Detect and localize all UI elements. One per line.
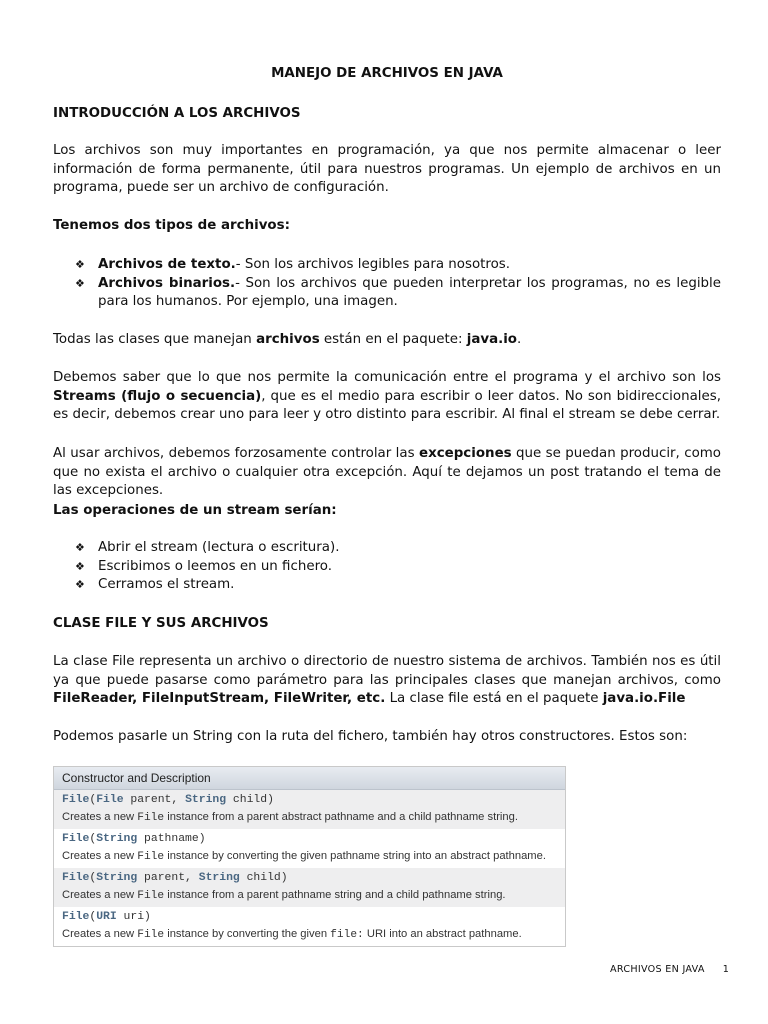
sig-text: child): [226, 794, 274, 806]
package-paragraph: [53, 331, 721, 350]
intro-paragraph: Los archivos son muy importantes en programación, ya que nos permite almacenar o leer información de forma permanente, útil para nuestros programas. Un ejemplo de archivos en un programa, puede ser un archivo de configuración.: [53, 143, 721, 196]
file-class-paragraph: [53, 653, 721, 709]
operations-heading: Las operaciones de un stream serían:: [53, 503, 337, 518]
constructor-name: File: [62, 911, 90, 923]
desc-code: file:: [330, 929, 364, 941]
section-heading-intro: INTRODUCCIÓN A LOS ARCHIVOS: [53, 106, 301, 121]
sig-text: uri): [116, 911, 151, 923]
package-name: java.io: [466, 332, 518, 347]
list-item: [53, 256, 721, 275]
diamond-bullet-icon: ❖: [75, 559, 85, 573]
constructor-name: File: [62, 833, 90, 845]
constructor-description: [62, 848, 559, 865]
sig-text: (: [89, 911, 97, 923]
text-run: .: [517, 332, 522, 347]
diamond-bullet-icon: ❖: [75, 276, 85, 290]
desc-code: File: [137, 890, 165, 902]
text-run-bold: excepciones: [418, 446, 512, 461]
param-type: URI: [96, 911, 117, 923]
table-row: [54, 907, 565, 946]
sig-text: child): [239, 872, 288, 884]
desc-text: instance from a parent abstract pathname and a child pathname string.: [164, 811, 518, 823]
diamond-bullet-icon: ❖: [75, 258, 85, 271]
page-number: 1: [722, 964, 730, 975]
list-item: [53, 539, 721, 558]
streams-paragraph: [53, 369, 721, 425]
table-row: [54, 868, 565, 907]
desc-code: File: [137, 812, 165, 824]
sig-text: parent,: [123, 794, 186, 806]
text-run: están en el paquete:: [319, 332, 467, 347]
package-name: java.io.File: [602, 691, 686, 707]
desc-code: File: [137, 929, 165, 941]
param-type: File: [96, 794, 124, 806]
list-item-term: Archivos binarios.: [98, 275, 236, 291]
text-run-bold: Streams (flujo o secuencia): [53, 388, 262, 404]
list-item-text: Cerramos el stream.: [98, 577, 235, 593]
param-type: String: [198, 872, 240, 884]
desc-text: instance from a parent pathname string and a child pathname string.: [164, 889, 506, 901]
list-item: [53, 576, 721, 595]
list-item: [53, 275, 721, 312]
desc-text: Creates a new: [62, 850, 138, 862]
constructor-signature: [62, 792, 559, 809]
constructor-name: File: [62, 794, 90, 806]
constructor-description: [62, 887, 559, 904]
param-type: String: [185, 794, 227, 806]
desc-text: instance by converting the given: [164, 928, 331, 940]
text-run: La clase file está en el paquete: [385, 691, 603, 707]
stream-operations-list: [53, 539, 721, 595]
text-run: Debemos saber que lo que nos permite la comunicación entre el programa y el archivo son los: [53, 370, 721, 385]
diamond-bullet-icon: ❖: [75, 578, 85, 592]
constructor-signature: [62, 909, 559, 926]
text-run-bold: archivos: [256, 332, 320, 347]
list-item-text: - Son los archivos que pueden interpretar los programas, no es legible para los humanos. Por ejemplo, una imagen.: [98, 275, 721, 310]
constructor-signature: [62, 831, 559, 848]
section-heading-file: CLASE FILE Y SUS ARCHIVOS: [53, 616, 269, 631]
constructor-description: [62, 809, 559, 826]
text-run: Todas las clases que manejan: [53, 332, 257, 347]
constructor-table: [53, 766, 566, 947]
diamond-bullet-icon: ❖: [75, 541, 85, 554]
text-run: La clase File representa un archivo o directorio de nuestro sistema de archivos. También nos es útil ya que puede pasarse como parámetro para las principales clases que manejan archivos, como: [53, 654, 721, 688]
table-row: [54, 829, 565, 868]
constructor-description: [62, 926, 559, 943]
constructor-signature: [62, 870, 559, 887]
sig-text: pathname): [137, 833, 206, 845]
footer-label: ARCHIVOS EN JAVA: [610, 964, 705, 975]
list-item-text: Abrir el stream (lectura o escritura).: [98, 540, 340, 555]
list-item-text: - Son los archivos legibles para nosotros.: [235, 257, 511, 272]
types-heading: Tenemos dos tipos de archivos:: [53, 218, 290, 233]
sig-text: parent,: [137, 872, 199, 884]
constructor-name: File: [62, 872, 90, 884]
param-type: String: [96, 833, 138, 845]
table-header: Constructor and Description: [54, 767, 565, 790]
param-type: String: [96, 872, 138, 884]
list-item-text: Escribimos o leemos en un fichero.: [98, 558, 332, 574]
text-run: que se puedan producir, como que no exista el archivo o cualquier otra excepción. Aquí te dejamos un post tratando el tema de las excepciones.: [53, 446, 722, 499]
text-run: Al usar archivos, debemos forzosamente controlar las: [53, 446, 419, 461]
desc-code: File: [137, 851, 165, 863]
desc-text: Creates a new: [62, 928, 138, 940]
text-run: , que es el medio para escribir o leer datos. No son bidireccionales, es decir, debemos crear uno para leer y otro distinto para escribir. Al final el stream se debe cerrar.: [53, 388, 721, 423]
text-run-bold: FileReader, FileInputStream, FileWriter, etc.: [53, 691, 386, 707]
exceptions-paragraph: [53, 445, 721, 501]
sig-text: (: [89, 833, 97, 845]
file-types-list: [53, 256, 721, 312]
desc-text: Creates a new: [62, 889, 138, 901]
sig-text: (: [89, 794, 97, 806]
list-item-term: Archivos de texto.: [98, 257, 236, 272]
desc-text: URI into an abstract pathname.: [363, 928, 522, 940]
document-title: MANEJO DE ARCHIVOS EN JAVA: [271, 66, 503, 81]
desc-text: Creates a new: [62, 811, 138, 823]
desc-text: instance by converting the given pathname string into an abstract pathname.: [164, 850, 546, 862]
table-row: [54, 790, 565, 829]
list-item: [53, 558, 721, 577]
constructors-intro: Podemos pasarle un String con la ruta del fichero, también hay otros constructores. Estos son:: [53, 729, 688, 744]
sig-text: (: [89, 872, 97, 884]
page-footer: [610, 964, 729, 975]
